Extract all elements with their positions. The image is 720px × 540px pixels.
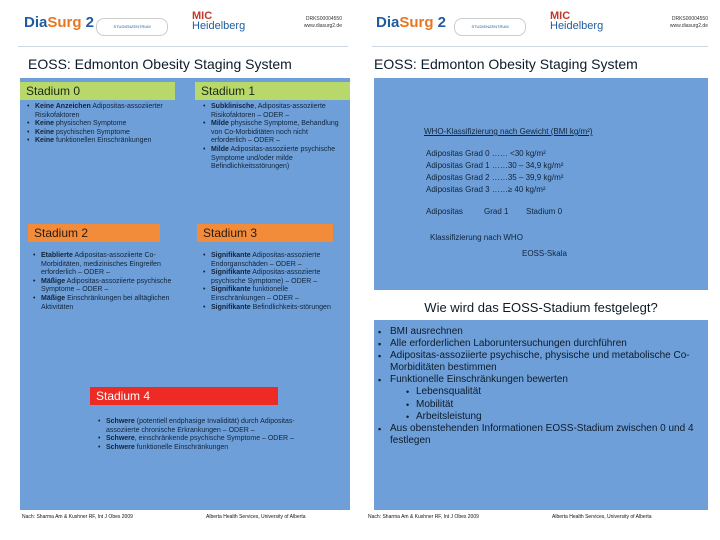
- list-item: ▪ Adipositas-assoziierte psychische, physische und metabolische Co-Morbiditäten bestimmen: [376, 350, 706, 374]
- stage-4-header: Stadium 4: [90, 387, 278, 405]
- who-row: Adipositas Grad 0 …… <30 kg/m²: [426, 149, 546, 158]
- example-adipositas: Adipositas: [426, 207, 463, 216]
- who-table: [426, 148, 563, 196]
- partner-logo: STUDIENZENTRUM: [454, 18, 526, 36]
- list-item: • Signifikante Adipositas-assoziierte psychische Symptome) – ODER –: [203, 269, 343, 286]
- diasurg-logo: DiaSurg 2: [24, 14, 95, 31]
- drks-number: DRKS00004550 www.diasurg2.de: [669, 16, 708, 29]
- list-item: ▪ BMI ausrechnen: [376, 326, 706, 338]
- list-item: • Keine physischen Symptome: [27, 120, 167, 129]
- list-item: • Mäßige Einschränkungen bei alltäglichen Aktivitäten: [33, 295, 173, 312]
- list-item: • Signifikante Befindlichkeits-störungen: [203, 304, 343, 313]
- stage-1-header: Stadium 1: [195, 82, 350, 100]
- list-item: • Subklinische, Adipositas-assoziierte Risikofaktoren – ODER –: [203, 103, 343, 120]
- stage-0-list: [27, 103, 167, 146]
- footer-source: Nach: Sharma Am & Kushner RF, Int J Obes 2009: [22, 514, 133, 520]
- who-row: Adipositas Grad 2 ……35 – 39,9 kg/m²: [426, 173, 564, 182]
- who-heading: WHO-Klassifizierung nach Gewicht (BMI kg/m²): [424, 127, 593, 136]
- list-item: • Signifikante Adipositas-assoziierte Endorganschäden – ODER –: [203, 252, 343, 269]
- list-item: • Milde Adipositas-assoziierte psychische Symptome und/oder milde Befindlichkeitsstörungen): [203, 146, 343, 172]
- list-item: • Keine funktionellen Einschränkungen: [27, 137, 167, 146]
- list-item: • Keine psychischen Symptome: [27, 129, 167, 138]
- drks-number: DRKS00004550 www.diasurg2.de: [303, 16, 342, 29]
- stage-4-list: [98, 418, 298, 452]
- stage-2-header: Stadium 2: [28, 224, 160, 242]
- stage-0-header: Stadium 0: [20, 82, 175, 100]
- list-item: • Schwere funktionelle Einschränkungen: [98, 444, 298, 453]
- sub-list-item: • Arbeitsleistung: [376, 411, 706, 423]
- list-item: • Signifikante funktionelle Einschränkungen – ODER –: [203, 286, 343, 303]
- stage-3-header: Stadium 3: [197, 224, 333, 242]
- partner-logo: STUDIENZENTRUM: [96, 18, 168, 36]
- stage-1-list: [203, 103, 343, 172]
- list-item: • Milde physische Symptome, Behandlung von Co-Morbiditäten noch nicht erforderlich – ODER –: [203, 120, 343, 146]
- example-stadium: Stadium 0: [526, 207, 563, 216]
- section-heading: Wie wird das EOSS-Stadium festgelegt?: [424, 300, 658, 315]
- footer-institution: Alberta Health Services, University of Alberta: [552, 514, 652, 520]
- list-item: • Mäßige Adipositas-assoziierte psychische Symptome – ODER –: [33, 278, 173, 295]
- caption-who: Klassifizierung nach WHO: [430, 233, 523, 242]
- list-item: • Schwere (potentiell endphasige Invalidität) durch Adipositas-assoziierte chronische Erkrankungen – ODER –: [98, 418, 298, 435]
- list-item: ▪ Funktionelle Einschränkungen bewerten: [376, 374, 706, 386]
- list-item: • Keine Anzeichen Adipositas-assoziierter Risikofaktoren: [27, 103, 167, 120]
- sub-list-item: • Lebensqualität: [376, 386, 706, 398]
- stage-3-list: [203, 252, 343, 312]
- header-divider: [372, 46, 708, 47]
- stage-2-list: [33, 252, 173, 312]
- steps-list: [376, 326, 706, 447]
- footer-source: Nach: Sharma Am & Kushner RF, Int J Obes 2009: [368, 514, 479, 520]
- who-row: Adipositas Grad 3 ……≥ 40 kg/m²: [426, 185, 546, 194]
- who-row: Adipositas Grad 1 ……30 – 34,9 kg/m²: [426, 161, 564, 170]
- page-title: EOSS: Edmonton Obesity Staging System: [28, 56, 292, 72]
- list-item: ▪ Alle erforderlichen Laboruntersuchungen durchführen: [376, 338, 706, 350]
- example-grad: Grad 1: [484, 207, 509, 216]
- caption-eoss: EOSS-Skala: [522, 249, 567, 258]
- diasurg-logo: DiaSurg 2: [376, 14, 447, 31]
- mic-heidelberg-logo: MIC Heidelberg: [550, 10, 604, 32]
- sub-list-item: • Mobilität: [376, 399, 706, 411]
- list-item: • Schwere, einschränkende psychische Symptome – ODER –: [98, 435, 298, 444]
- list-item: • Etablierte Adipositas-assoziierte Co-Morbiditäten, medizinisches Eingreifen erforderlich – ODER –: [33, 252, 173, 278]
- footer-institution: Alberta Health Services, University of Alberta: [206, 514, 306, 520]
- right-slide: [360, 0, 720, 540]
- page-title: EOSS: Edmonton Obesity Staging System: [374, 56, 638, 72]
- header-divider: [18, 46, 348, 47]
- mic-heidelberg-logo: MIC Heidelberg: [192, 10, 246, 32]
- list-item: ▪ Aus obenstehenden Informationen EOSS-Stadium zwischen 0 und 4 festlegen: [376, 423, 706, 447]
